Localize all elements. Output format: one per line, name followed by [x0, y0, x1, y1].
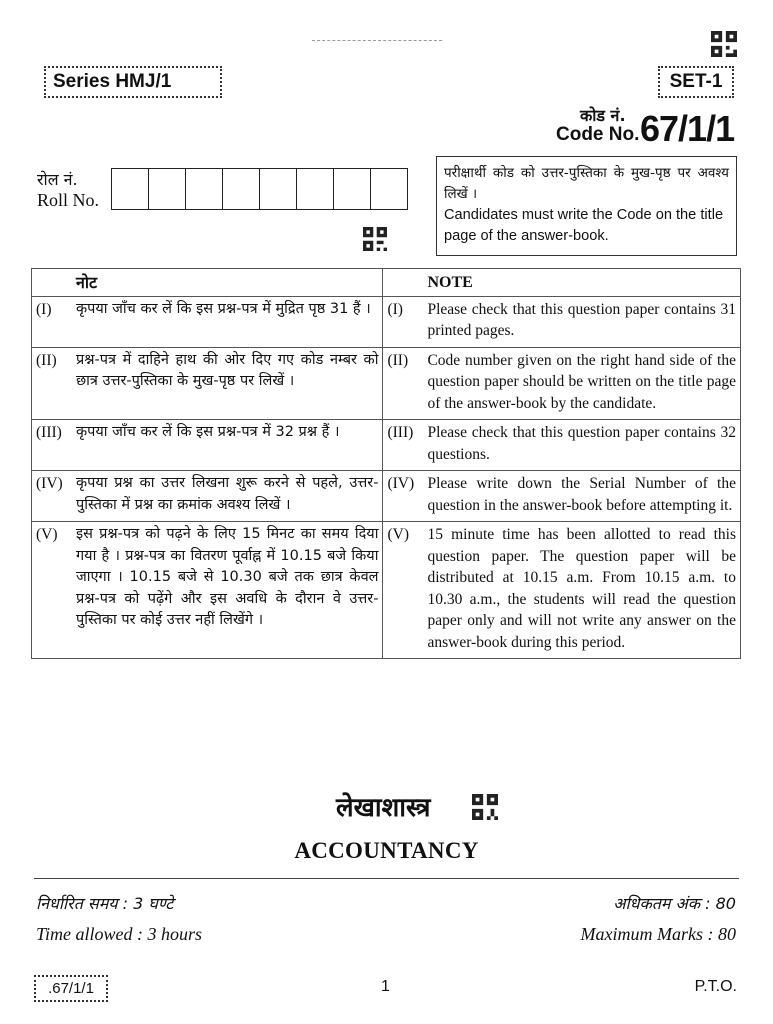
- subject-title: ACCOUNTANCY: [294, 838, 479, 863]
- note-english: Please check that this question paper contains 32 questions.: [427, 424, 736, 463]
- notes-table: [31, 268, 741, 659]
- roll-number-boxes[interactable]: [112, 168, 408, 210]
- notes-header-row: [32, 269, 741, 297]
- note-number: (II): [36, 351, 57, 369]
- note-english: Code number given on the right hand side of the question paper should be written on the title page of the answer-book by the candidate.: [427, 351, 736, 412]
- note-english: 15 minute time has been allotted to read this question paper. The question paper will be distributed at 10.15 a.m. From 10.15 a.m. to 10.30 a.m., the students will read the question paper only and will not write any answer on the answer-book during this period.: [427, 526, 736, 651]
- candidate-notice: [436, 156, 737, 256]
- notes-head-english: NOTE: [427, 274, 473, 291]
- roll-digit-box[interactable]: [222, 168, 260, 210]
- qr-code-icon: [711, 31, 737, 57]
- note-number: (V): [36, 526, 58, 543]
- roll-digit-box[interactable]: [259, 168, 297, 210]
- note-english: Please check that this question paper contains 31 printed pages.: [427, 300, 736, 339]
- table-row: [32, 347, 741, 420]
- time-allowed: Time allowed : 3 hours: [36, 924, 203, 944]
- roll-digit-box[interactable]: [333, 168, 371, 210]
- note-number: (IV): [36, 475, 63, 492]
- note-hindi: प्रश्न-पत्र में दाहिने हाथ की ओर दिए गए कोड नम्बर को छात्र उत्तर-पुस्तिका के मुख-पृष्ठ पर लिखें ।: [76, 351, 379, 389]
- code-value: 67/1/1: [640, 108, 735, 149]
- table-row: [32, 522, 741, 659]
- note-number: (V): [387, 526, 409, 543]
- note-hindi: कृपया प्रश्न का उत्तर लिखना शुरू करने से पहले, उत्तर-पुस्तिका में प्रश्न का क्रमांक अवश्य लिखें ।: [76, 475, 379, 513]
- roll-digit-box[interactable]: [185, 168, 223, 210]
- note-number: (II): [387, 351, 409, 369]
- note-number: (I): [36, 300, 52, 318]
- pto-label: P.T.O.: [694, 978, 737, 995]
- note-english: Please write down the Serial Number of the question in the answer-book before attempting it.: [427, 475, 736, 514]
- set-label: SET-1: [658, 66, 734, 98]
- roll-digit-box[interactable]: [370, 168, 408, 210]
- notice-english: Candidates must write the Code on the title page of the answer-book.: [444, 207, 724, 244]
- notice-hindi: परीक्षार्थी कोड को उत्तर-पुस्तिका के मुख-पृष्ठ पर अवश्य लिखें ।: [444, 165, 729, 202]
- code-label-hindi: कोड नं.: [580, 106, 626, 125]
- time-allowed-hindi: निर्धारित समय : 3 घण्टे: [36, 894, 174, 913]
- table-row: [32, 420, 741, 471]
- series-label: Series HMJ/1: [44, 66, 222, 98]
- top-dashed-line: [312, 40, 442, 41]
- note-number: (III): [387, 424, 414, 441]
- note-number: (IV): [387, 475, 415, 492]
- roll-digit-box[interactable]: [148, 168, 186, 210]
- qr-code-icon: [472, 794, 498, 820]
- note-hindi: कृपया जाँच कर लें कि इस प्रश्न-पत्र में 32 प्रश्न हैं ।: [76, 424, 340, 440]
- max-marks-hindi: अधिकतम अंक : 80: [613, 894, 736, 913]
- divider: [34, 878, 739, 879]
- note-hindi: इस प्रश्न-पत्र को पढ़ने के लिए 15 मिनट का समय दिया गया है । प्रश्न-पत्र का वितरण पूर्वाह्न में 10.15 बजे किया जाएगा । 10.15 बजे से 10.30 बजे तक छात्र केवल प्रश्न-पत्र को पढ़ेंगे और इस अवधि के दौरान वे उत्तर-पुस्तिका पर कोई उत्तर नहीं लिखेंगे ।: [76, 526, 379, 628]
- table-row: [32, 471, 741, 522]
- code-label: Code No.: [556, 124, 640, 145]
- max-marks: Maximum Marks : 80: [580, 924, 736, 944]
- note-number: (I): [387, 300, 403, 318]
- roll-digit-box[interactable]: [296, 168, 334, 210]
- page-number: 1: [381, 978, 390, 995]
- roll-label: Roll No.: [37, 190, 100, 210]
- footer-code: .67/1/1: [34, 975, 108, 1002]
- table-row: [32, 296, 741, 347]
- roll-digit-box[interactable]: [111, 168, 149, 210]
- qr-code-icon: [363, 227, 387, 251]
- notes-head-hindi: नोट: [76, 273, 98, 292]
- note-number: (III): [36, 424, 62, 441]
- note-hindi: कृपया जाँच कर लें कि इस प्रश्न-पत्र में मुद्रित पृष्ठ 31 हैं ।: [76, 300, 371, 317]
- roll-label-hindi: रोल नं.: [37, 170, 78, 189]
- subject-title-hindi: लेखाशास्त्र: [336, 793, 431, 823]
